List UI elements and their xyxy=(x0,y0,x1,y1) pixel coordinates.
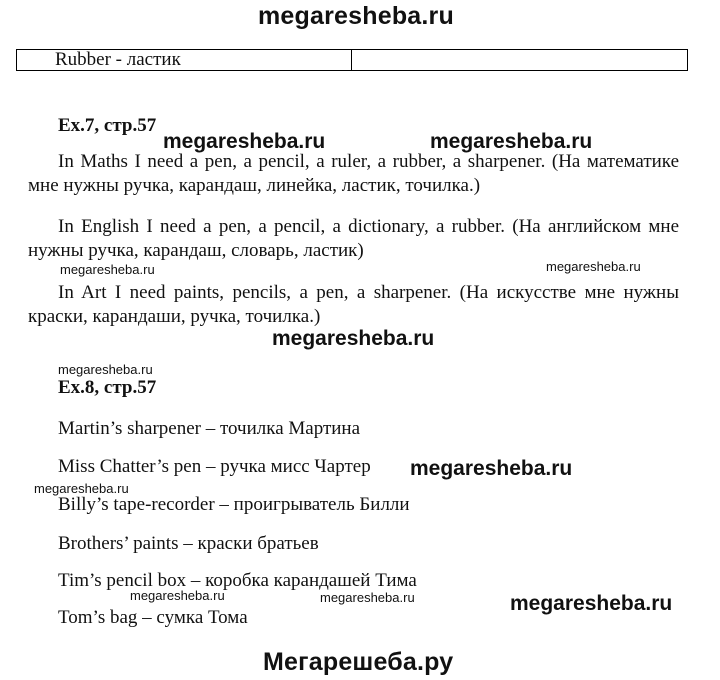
watermark-ex7-right: megaresheba.ru xyxy=(430,130,593,153)
watermark-small-bottom-left: megaresheba.ru xyxy=(130,588,225,603)
watermark-small-right: megaresheba.ru xyxy=(546,259,641,274)
ex8-item: Tom’s bag – сумка Тома xyxy=(58,607,248,628)
ex7-paragraph-maths: In Maths I need a pen, a pencil, a ruler, a rubber, a sharpener. (На математике мне нужны ручка, карандаш, линейка, ластик, точилка.) xyxy=(28,151,679,196)
table-cell-left: Rubber - ластик xyxy=(17,50,352,70)
ex8-item: Miss Chatter’s pen – ручка мисс Чартер xyxy=(58,456,371,477)
watermark-small-far-left: megaresheba.ru xyxy=(34,481,129,496)
ex7-paragraph-art: In Art I need paints, pencils, a pen, a sharpener. (На искусстве мне нужны краски, карандаши, ручка, точилка.) xyxy=(28,282,679,327)
watermark-ex8-small: megaresheba.ru xyxy=(58,362,153,377)
vocabulary-table-row xyxy=(16,49,688,71)
ex8-heading: Ex.8, стр.57 xyxy=(58,377,157,398)
ex7-paragraph-english: In English I need a pen, a pencil, a dictionary, a rubber. (На английском мне нужны ручка, карандаш, словарь, ластик) xyxy=(28,216,679,261)
watermark-pen-line: megaresheba.ru xyxy=(410,457,573,480)
watermark-small-left: megaresheba.ru xyxy=(60,262,155,277)
ex8-item: Brothers’ paints – краски братьев xyxy=(58,533,319,554)
watermark-top: megaresheba.ru xyxy=(258,2,454,30)
watermark-small-bottom-mid: megaresheba.ru xyxy=(320,590,415,605)
watermark-ex7-left: megaresheba.ru xyxy=(163,130,326,153)
watermark-center: megaresheba.ru xyxy=(272,327,435,350)
watermark-footer: Мегарешеба.ру xyxy=(263,648,454,676)
watermark-bottom-right: megaresheba.ru xyxy=(510,592,673,615)
ex8-item: Martin’s sharpener – точилка Мартина xyxy=(58,418,361,439)
ex8-item: Billy’s tape-recorder – проигрыватель Билли xyxy=(58,494,410,515)
ex7-heading: Ex.7, стр.57 xyxy=(58,115,157,136)
table-cell-right xyxy=(352,50,687,70)
ex8-item: Tim’s pencil box – коробка карандашей Тима xyxy=(58,570,417,591)
